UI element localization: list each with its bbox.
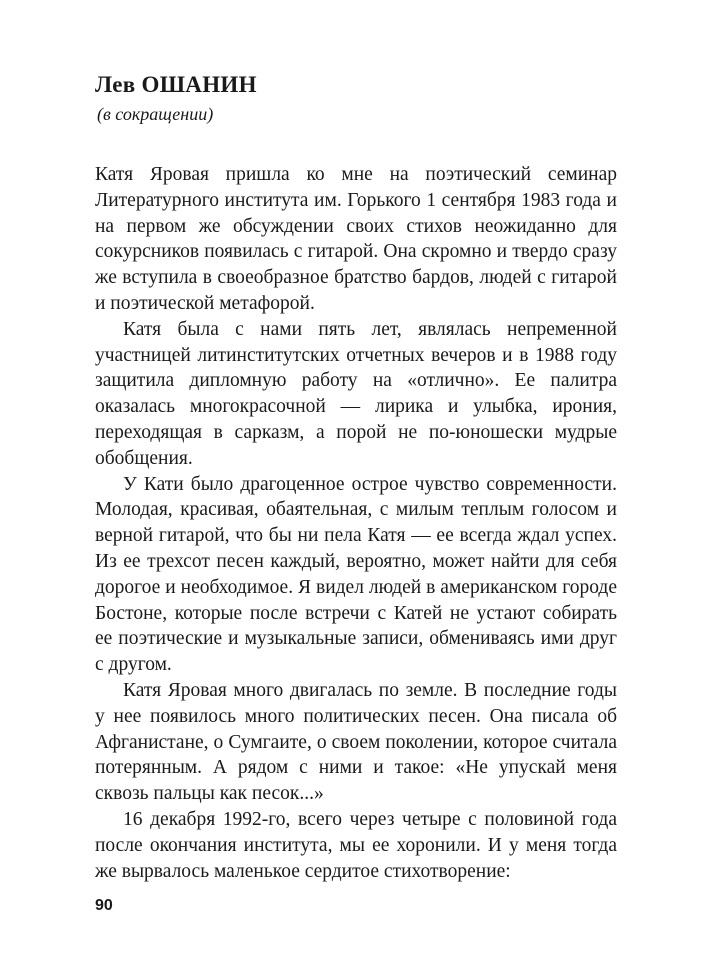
paragraph: Катя Яровая пришла ко мне на поэтический семинар Литературного института им. Горького 1 сентября 1983 года и на первом же обсуждении своих стихов неожиданно для сокурсников появилась с гитарой. Она скромно и твердо сразу же вступила в своеобразное братство бардов, людей с гитарой и поэтической метафорой. xyxy=(95,164,617,314)
paragraph: Катя была с нами пять лет, являлась непременной участницей литинститутских отчетных вечеров и в 1988 году защитила дипломную работу на «отлично». Ее палитра оказалась многокрасочной — лирика и улыбка, ирония, переходящая в сарказм, а порой не по-юношески мудрые обобщения. xyxy=(95,318,617,469)
article-body xyxy=(95,162,617,884)
paragraph: 16 декабря 1992-го, всего через четыре с половиной года после окончания института, мы ее хоронили. И у меня тогда же вырвалось маленькое сердитое стихотворение: xyxy=(95,808,617,882)
page-content xyxy=(95,70,617,884)
paragraph: Катя Яровая много двигалась по земле. В последние годы у нее появилось много политических песен. Она писала об Афганистане, о Сумгаите, о своем поколении, которое считала потерянным. А рядом с ними и такое: «Не упускай меня сквозь пальцы как песок...» xyxy=(95,679,617,805)
paragraph: У Кати было драгоценное острое чувство современности. Молодая, красивая, обаятельная, с милым теплым голосом и верной гитарой, что бы ни пела Катя — ее всегда ждал успех. Из ее трехсот песен каждый, вероятно, может найти для себя дорогое и необходимое. Я видел людей в американском городе Бостоне, которые после встречи с Катей не устают собирать ее поэтические и музыкальные записи, обмениваясь ими друг с другом. xyxy=(95,473,617,676)
subtitle: (в сокращении) xyxy=(97,104,214,124)
author-heading: Лев ОШАНИН xyxy=(95,72,257,97)
page-number: 90 xyxy=(95,897,113,914)
